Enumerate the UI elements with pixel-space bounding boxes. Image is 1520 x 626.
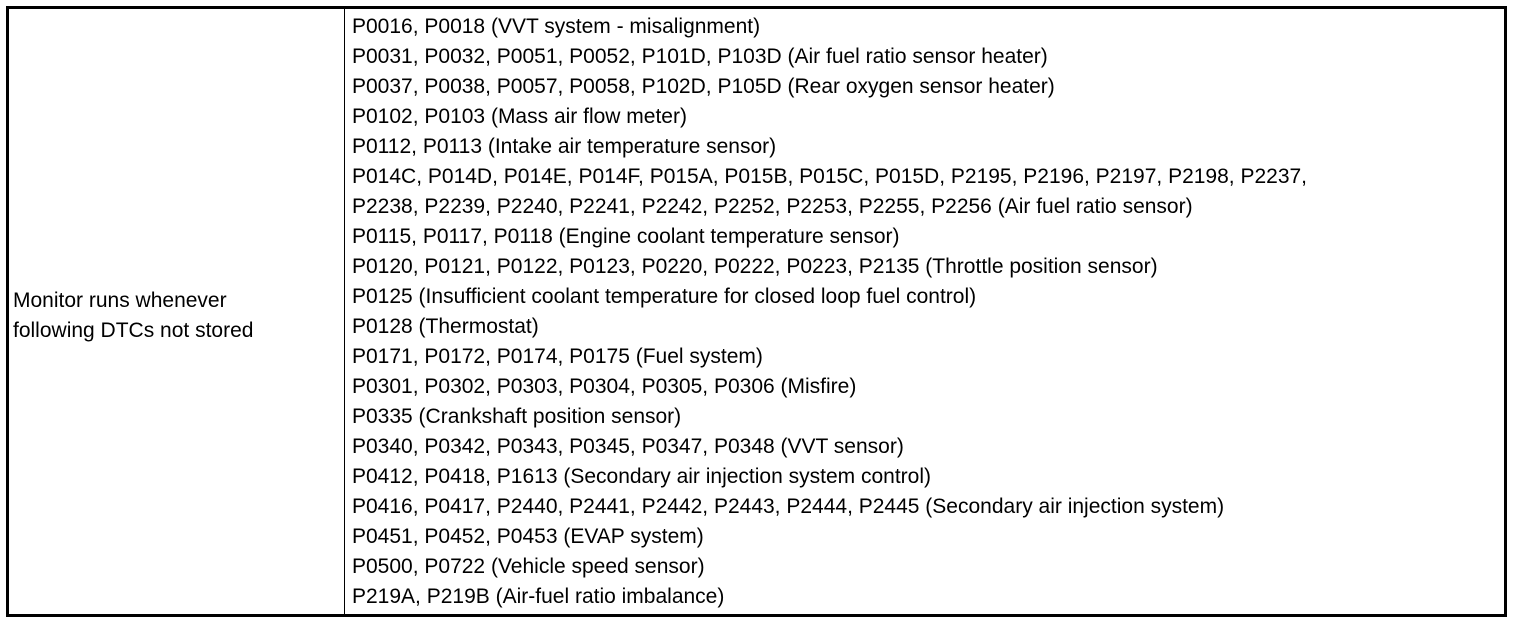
dtc-line: P014C, P014D, P014E, P014F, P015A, P015B, P015C, P015D, P2195, P2196, P2197, P2198, P2237, (352, 165, 1308, 188)
dtc-line: P0416, P0417, P2440, P2441, P2442, P2443, P2444, P2445 (Secondary air injection system) (352, 495, 1225, 518)
dtc-line: P2238, P2239, P2240, P2241, P2242, P2252, P2253, P2255, P2256 (Air fuel ratio sensor) (352, 195, 1193, 218)
dtc-line: P0120, P0121, P0122, P0123, P0220, P0222, P0223, P2135 (Throttle position sensor) (352, 255, 1158, 278)
dtc-line: P0115, P0117, P0118 (Engine coolant temperature sensor) (352, 225, 900, 248)
dtc-line: P0335 (Crankshaft position sensor) (352, 405, 682, 428)
dtc-line: P0016, P0018 (VVT system - misalignment) (352, 15, 761, 38)
dtc-line: P0112, P0113 (Intake air temperature sensor) (352, 135, 777, 158)
dtc-line: P0340, P0342, P0343, P0345, P0347, P0348 (VVT sensor) (352, 435, 904, 458)
dtc-line: P0451, P0452, P0453 (EVAP system) (352, 525, 704, 548)
dtc-line: P0500, P0722 (Vehicle speed sensor) (352, 555, 705, 578)
dtc-line: P219A, P219B (Air-fuel ratio imbalance) (352, 585, 725, 608)
dtc-line: P0171, P0172, P0174, P0175 (Fuel system) (352, 345, 763, 368)
dtc-line: P0128 (Thermostat) (352, 315, 539, 338)
dtc-line: P0102, P0103 (Mass air flow meter) (352, 105, 687, 128)
dtc-line: P0037, P0038, P0057, P0058, P102D, P105D (Rear oxygen sensor heater) (352, 75, 1055, 98)
dtc-list-cell (345, 9, 1504, 614)
condition-label: Monitor runs whenever following DTCs not stored (13, 288, 254, 342)
dtc-condition-table (6, 6, 1507, 617)
dtc-line: P0301, P0302, P0303, P0304, P0305, P0306 (Misfire) (352, 375, 857, 398)
dtc-line: P0125 (Insufficient coolant temperature for closed loop fuel control) (352, 285, 977, 308)
dtc-line: P0031, P0032, P0051, P0052, P101D, P103D (Air fuel ratio sensor heater) (352, 45, 1048, 68)
condition-label-cell (9, 9, 345, 614)
dtc-line: P0412, P0418, P1613 (Secondary air injection system control) (352, 465, 931, 488)
